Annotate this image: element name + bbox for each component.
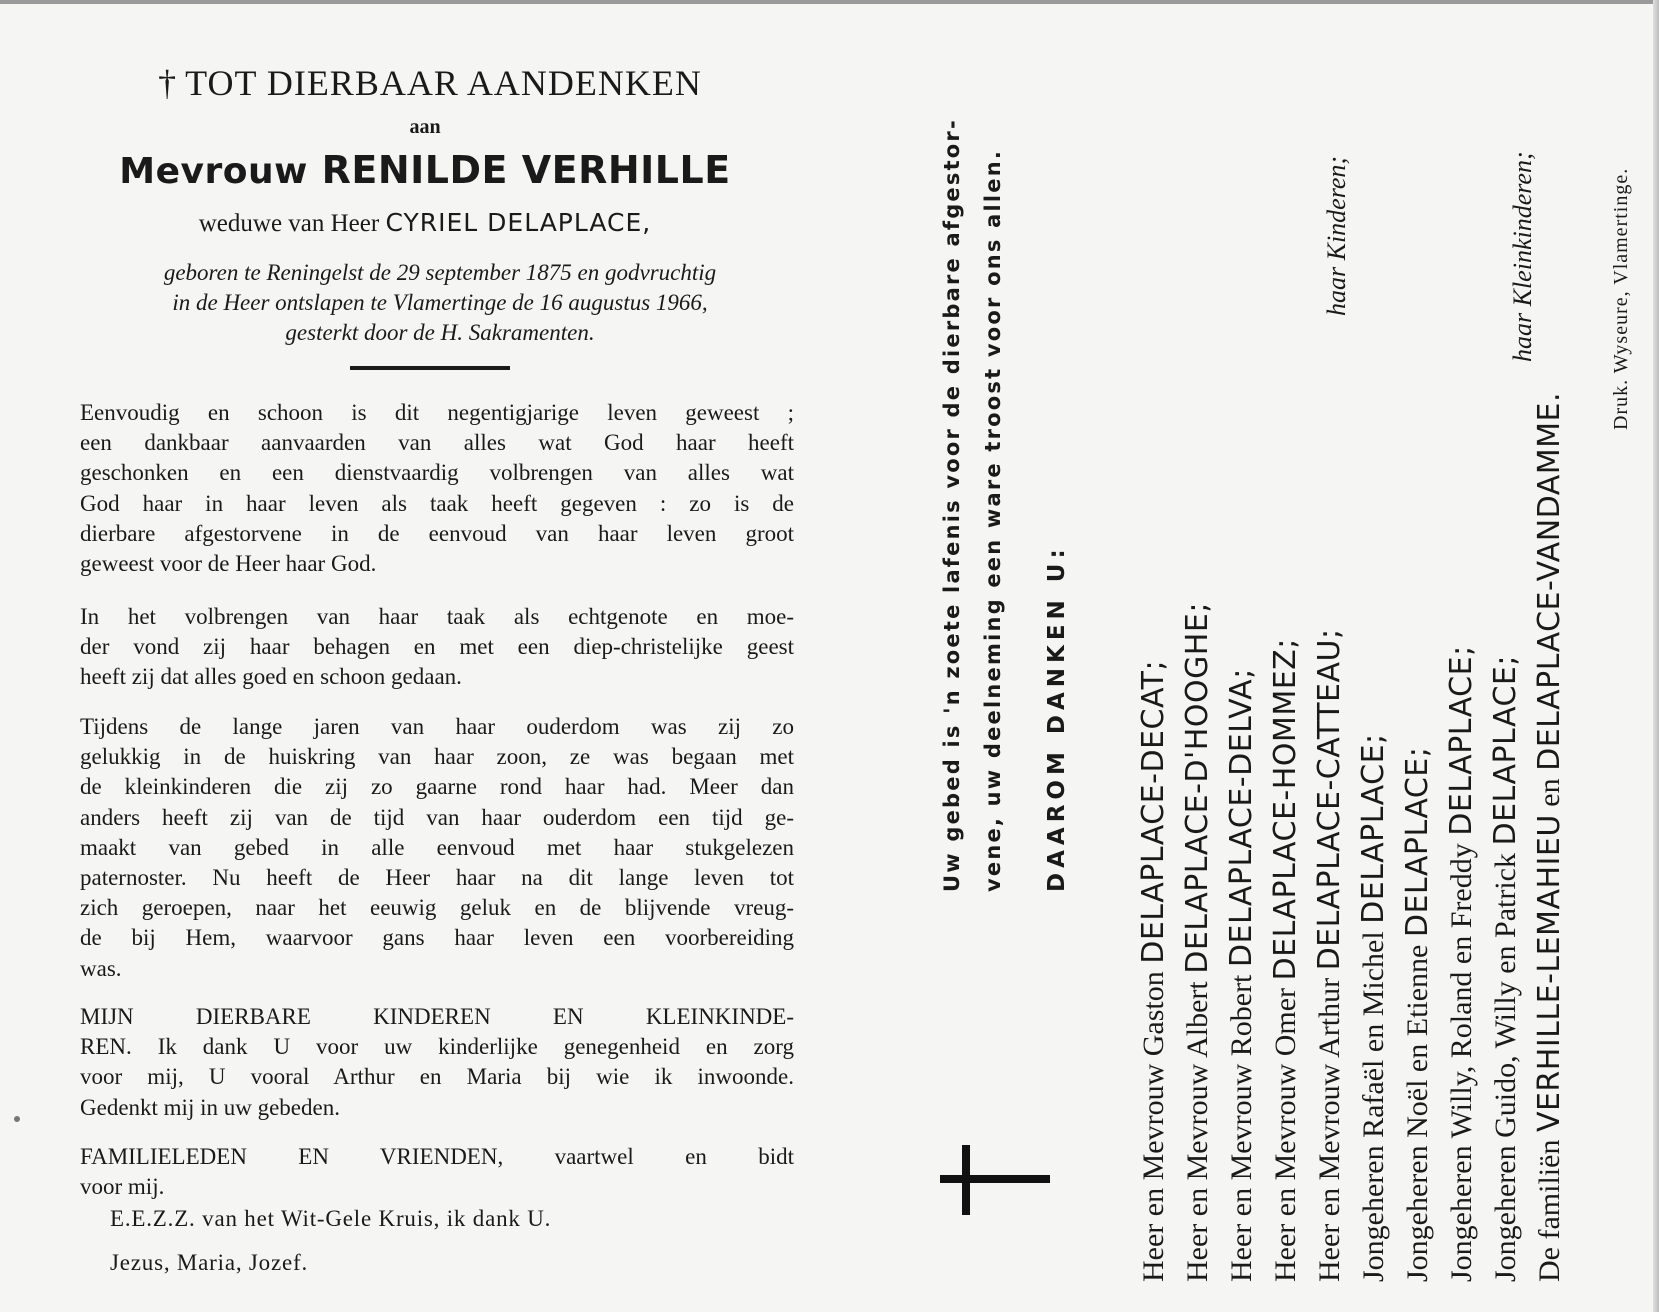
aan-label: aan [409,116,441,138]
family-line [1488,655,1523,1282]
family-surname: DELAPLACE-D'HOOGHE; [1180,602,1215,974]
text-line: voor mij, U vooral Arthur en Maria bij wie ik inwoonde. [80,1064,794,1090]
left-page [60,0,794,1312]
family-surname: DELAPLACE; [1356,733,1391,924]
family-surname: DELAPLACE-CATTEAU; [1312,628,1347,971]
family-prefix: Jongeheren Noël en Etienne [1401,944,1434,1282]
family-prefix: Heer en Mevrouw Gaston [1137,971,1170,1282]
text-line: was. [80,955,122,981]
memorial-heading [120,62,740,104]
cross-bar-vertical [962,1145,970,1215]
text-line: Eenvoudig en schoon is dit negentigjarige leven geweest ; [80,400,794,425]
children-label: haar Kinderen; [1322,155,1351,316]
family-prefix: Jongeheren Rafaël en Michel [1357,931,1390,1282]
family-line [1356,733,1391,1282]
text-line: FAMILIELEDEN EN VRIENDEN, vaartwel en bidt [80,1144,794,1169]
paragraph-5 [80,1142,794,1202]
family-prefix: Heer en Mevrouw Albert [1181,981,1214,1282]
family-surname: DELAPLACE; [1488,655,1523,846]
large-cross-icon [940,1145,1050,1215]
text-line: een dankbaar aanvaarden van alles wat God haar heeft [80,430,794,456]
family-surname: DELAPLACE-DECAT; [1136,659,1171,964]
grandchildren-label: haar Kleinkinderen; [1508,151,1537,362]
families-and: en [1533,778,1566,807]
text-line: zich geroepen, naar het eeuwig geluk en de blijvende vreug- [80,895,794,921]
text-line: der vond zij haar behagen en met een diep-christelijke geest [80,634,794,660]
family-line [1400,747,1435,1282]
family-surname: DELAPLACE; [1400,746,1435,938]
deceased-fullname: RENILDE VERHILLE [321,148,731,192]
families-name-a: VERHILLE-LEMAHIEU [1532,814,1567,1133]
family-prefix: Jongeheren Guido, Willy en Patrick [1489,853,1522,1282]
text-line: heeft zij dat alles goed en schoon gedaan. [80,664,462,690]
family-prefix: Heer en Mevrouw Omer [1269,987,1302,1282]
family-line [1224,668,1259,1282]
text-line: anders heeft zij van de tijd van haar ouderdom een tijd ge- [80,804,794,830]
mevrouw-label: Mevrouw [119,151,308,192]
family-line [1136,660,1171,1282]
families-prefix: De familiën [1533,1139,1566,1282]
family-surname: DELAPLACE; [1444,645,1479,836]
heading-title: TOT DIERBAAR AANDENKEN [185,63,702,103]
text-line: gelukkig in de huiskring van haar zoon, ze was begaan met [80,744,794,770]
text-line: paternoster. Nu heeft de Heer haar na dit lange leven tot [80,865,794,891]
families-name-b: DELAPLACE-VANDAMME. [1532,392,1567,771]
birth-line: in de Heer ontslapen te Vlamertinge de 16 augustus 1966, [172,290,708,315]
cross-icon: † [158,63,178,103]
printer-credit: Druk. Wyseure, Vlamertinge. [1610,167,1632,430]
widow-line [60,208,790,238]
divider-rule [350,366,510,370]
family-prefix: Heer en Mevrouw Arthur [1313,977,1346,1282]
birth-line: geboren te Reningelst de 29 september 1875 en godvruchtig [163,260,717,285]
closing-line-2: Jezus, Maria, Jozef. [110,1250,309,1275]
text-line: geschonken en een dienstvaardig volbrengen van alles wat [80,460,794,486]
text-line: REN. Ik dank U voor uw kinderlijke genegenheid en zorg [80,1034,794,1060]
family-line [1180,602,1215,1282]
text-line: geweest voor de Heer haar God. [80,551,377,577]
paragraph-4 [80,1002,794,1123]
text-line: God haar in haar leven als taak heeft gegeven : zo is de [80,490,794,516]
print-smudge [14,1116,20,1122]
family-line [1444,645,1479,1282]
deceased-name [60,148,790,192]
daarom-heading: DAAROM DANKEN U: [1044,544,1070,892]
paragraph-3 [80,712,794,984]
family-surname: DELAPLACE-HOMMEZ; [1268,638,1303,981]
cross-bar-horizontal [940,1175,1050,1183]
family-prefix: Heer en Mevrouw Robert [1225,974,1258,1282]
text-line: In het volbrengen van haar taak als echtgenote en moe- [80,604,794,629]
text-line: voor mij. [80,1174,165,1200]
birth-death-details [80,258,800,348]
text-line: Tijdens de lange jaren van haar ouderdom was zij zo [80,714,794,739]
family-prefix: Jongeheren Willy, Roland en Freddy [1445,843,1478,1282]
text-line: maakt van gebed in alle eenvoud met haar stukgelezen [80,834,794,860]
text-line: de kleinkinderen die zij zo gaarne rond haar had. Meer dan [80,774,794,800]
thanks-line-1: Uw gebed is 'n zoete lafenis voor de dierbare afgestor- [940,118,964,892]
birth-line: gesterkt door de H. Sakramenten. [285,320,595,345]
families-line [1532,392,1567,1282]
widow-prefix: weduwe van Heer [198,210,380,237]
family-line [1312,628,1347,1282]
closing-line-1: E.E.Z.Z. van het Wit-Gele Kruis, ik dank U. [110,1206,552,1231]
paragraph-1 [80,398,794,579]
text-line: MIJN DIERBARE KINDEREN EN KLEINKINDE- [80,1004,794,1029]
text-line: de bij Hem, waarvoor gans haar leven een voorbereiding [80,925,794,951]
thanks-line-2: vene, uw deelneming een ware troost voor ons allen. [981,148,1005,892]
paragraph-2 [80,602,794,693]
family-surname: DELAPLACE-DELVA; [1224,668,1259,968]
husband-name: CYRIEL DELAPLACE, [385,208,652,237]
text-line: Gedenkt mij in uw gebeden. [80,1094,340,1120]
family-line [1268,638,1303,1282]
card-right-edge [1653,0,1659,1312]
text-line: dierbare afgestorvene in de eenvoud van haar leven groot [80,520,794,546]
